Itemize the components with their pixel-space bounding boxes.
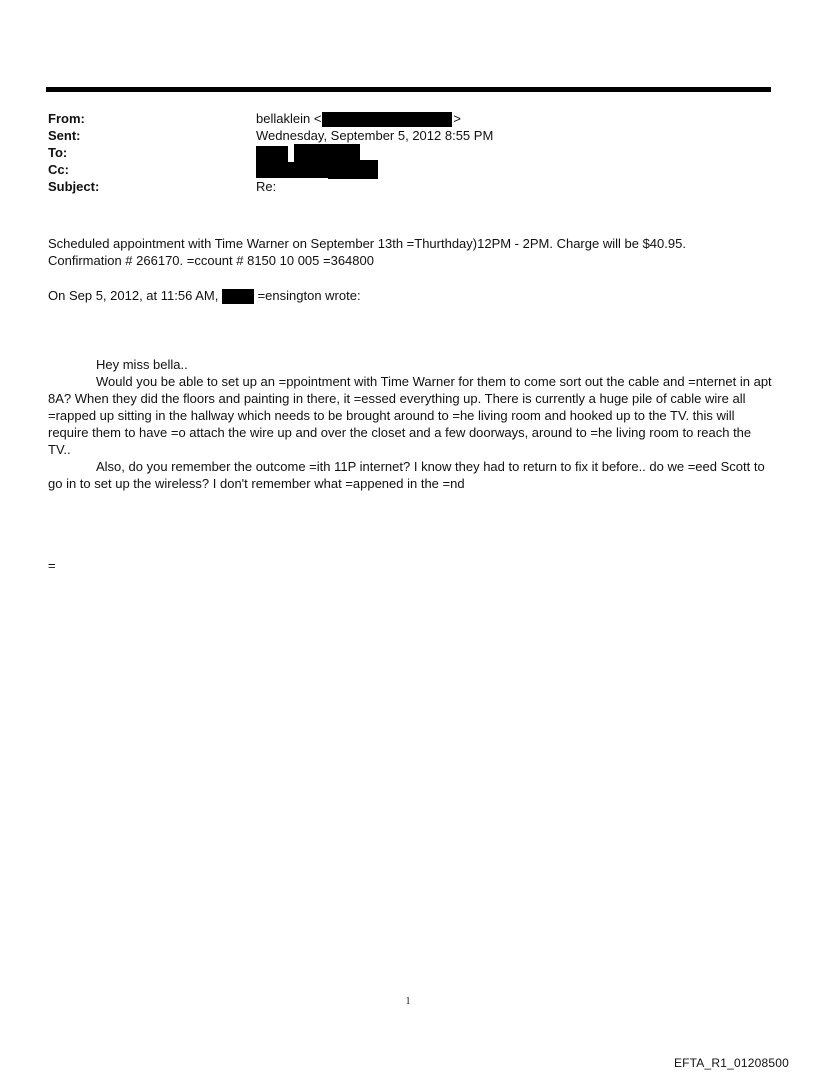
redacted-cc-2 (328, 160, 378, 179)
page-number: 1 (405, 996, 411, 1007)
sent-label: Sent: (48, 128, 81, 143)
body-line-1: Scheduled appointment with Time Warner on September 13th =Thurthday)12PM - 2PM. Charge will be $40.95. (48, 236, 686, 251)
quoted-message (48, 356, 773, 492)
trailing-mark: = (48, 558, 56, 573)
to-label: To: (48, 145, 68, 160)
reply-body (48, 235, 773, 269)
header-rule (46, 87, 771, 92)
subject-row (48, 178, 768, 195)
email-header (48, 110, 768, 195)
from-row (48, 110, 768, 127)
to-row (48, 144, 768, 161)
redacted-email (322, 112, 452, 127)
quoted-paragraph-1: Would you be able to set up an =ppointment with Time Warner for them to come sort out the cable and =nternet in apt 8A? When they did the floors and painting in there, it =essed everything up. There is currently a huge pile of cable wire all =rapped up sitting in the hallway which needs to be brought around to =he living room and hooked up to the TV. this will require them to have =o attach the wire up and over the closet and a few doorways, around to =he living room to reach the TV.. (48, 374, 772, 457)
body-line-2: Confirmation # 266170. =ccount # 8150 10 005 =364800 (48, 253, 374, 268)
cc-label: Cc: (48, 162, 69, 177)
quoted-greeting: Hey miss bella.. (96, 357, 188, 372)
from-label: From: (48, 111, 85, 126)
sent-row (48, 127, 768, 144)
redacted-to-1 (256, 146, 288, 162)
subject-value: Re: (256, 179, 277, 194)
document-id: EFTA_R1_01208500 (673, 1056, 789, 1070)
from-value (256, 110, 461, 127)
subject-label: Subject: (48, 179, 100, 194)
redacted-sender (222, 289, 254, 304)
quoted-paragraph-2: Also, do you remember the outcome =ith 11P internet? I know they had to return to fix it before.. do we =eed Scott to go in to set up the wireless? I don't remember what =appened in the =nd (48, 459, 765, 491)
cc-row (48, 161, 768, 178)
attribution-prefix: On Sep 5, 2012, at 11:56 AM, (48, 288, 219, 303)
sent-value: Wednesday, September 5, 2012 8:55 PM (256, 128, 494, 143)
attribution-suffix: =ensington wrote: (257, 288, 361, 303)
from-name: bellaklein < (256, 111, 322, 126)
redacted-cc-1 (256, 162, 328, 178)
from-bracket: > (453, 111, 461, 126)
reply-attribution (48, 287, 773, 304)
